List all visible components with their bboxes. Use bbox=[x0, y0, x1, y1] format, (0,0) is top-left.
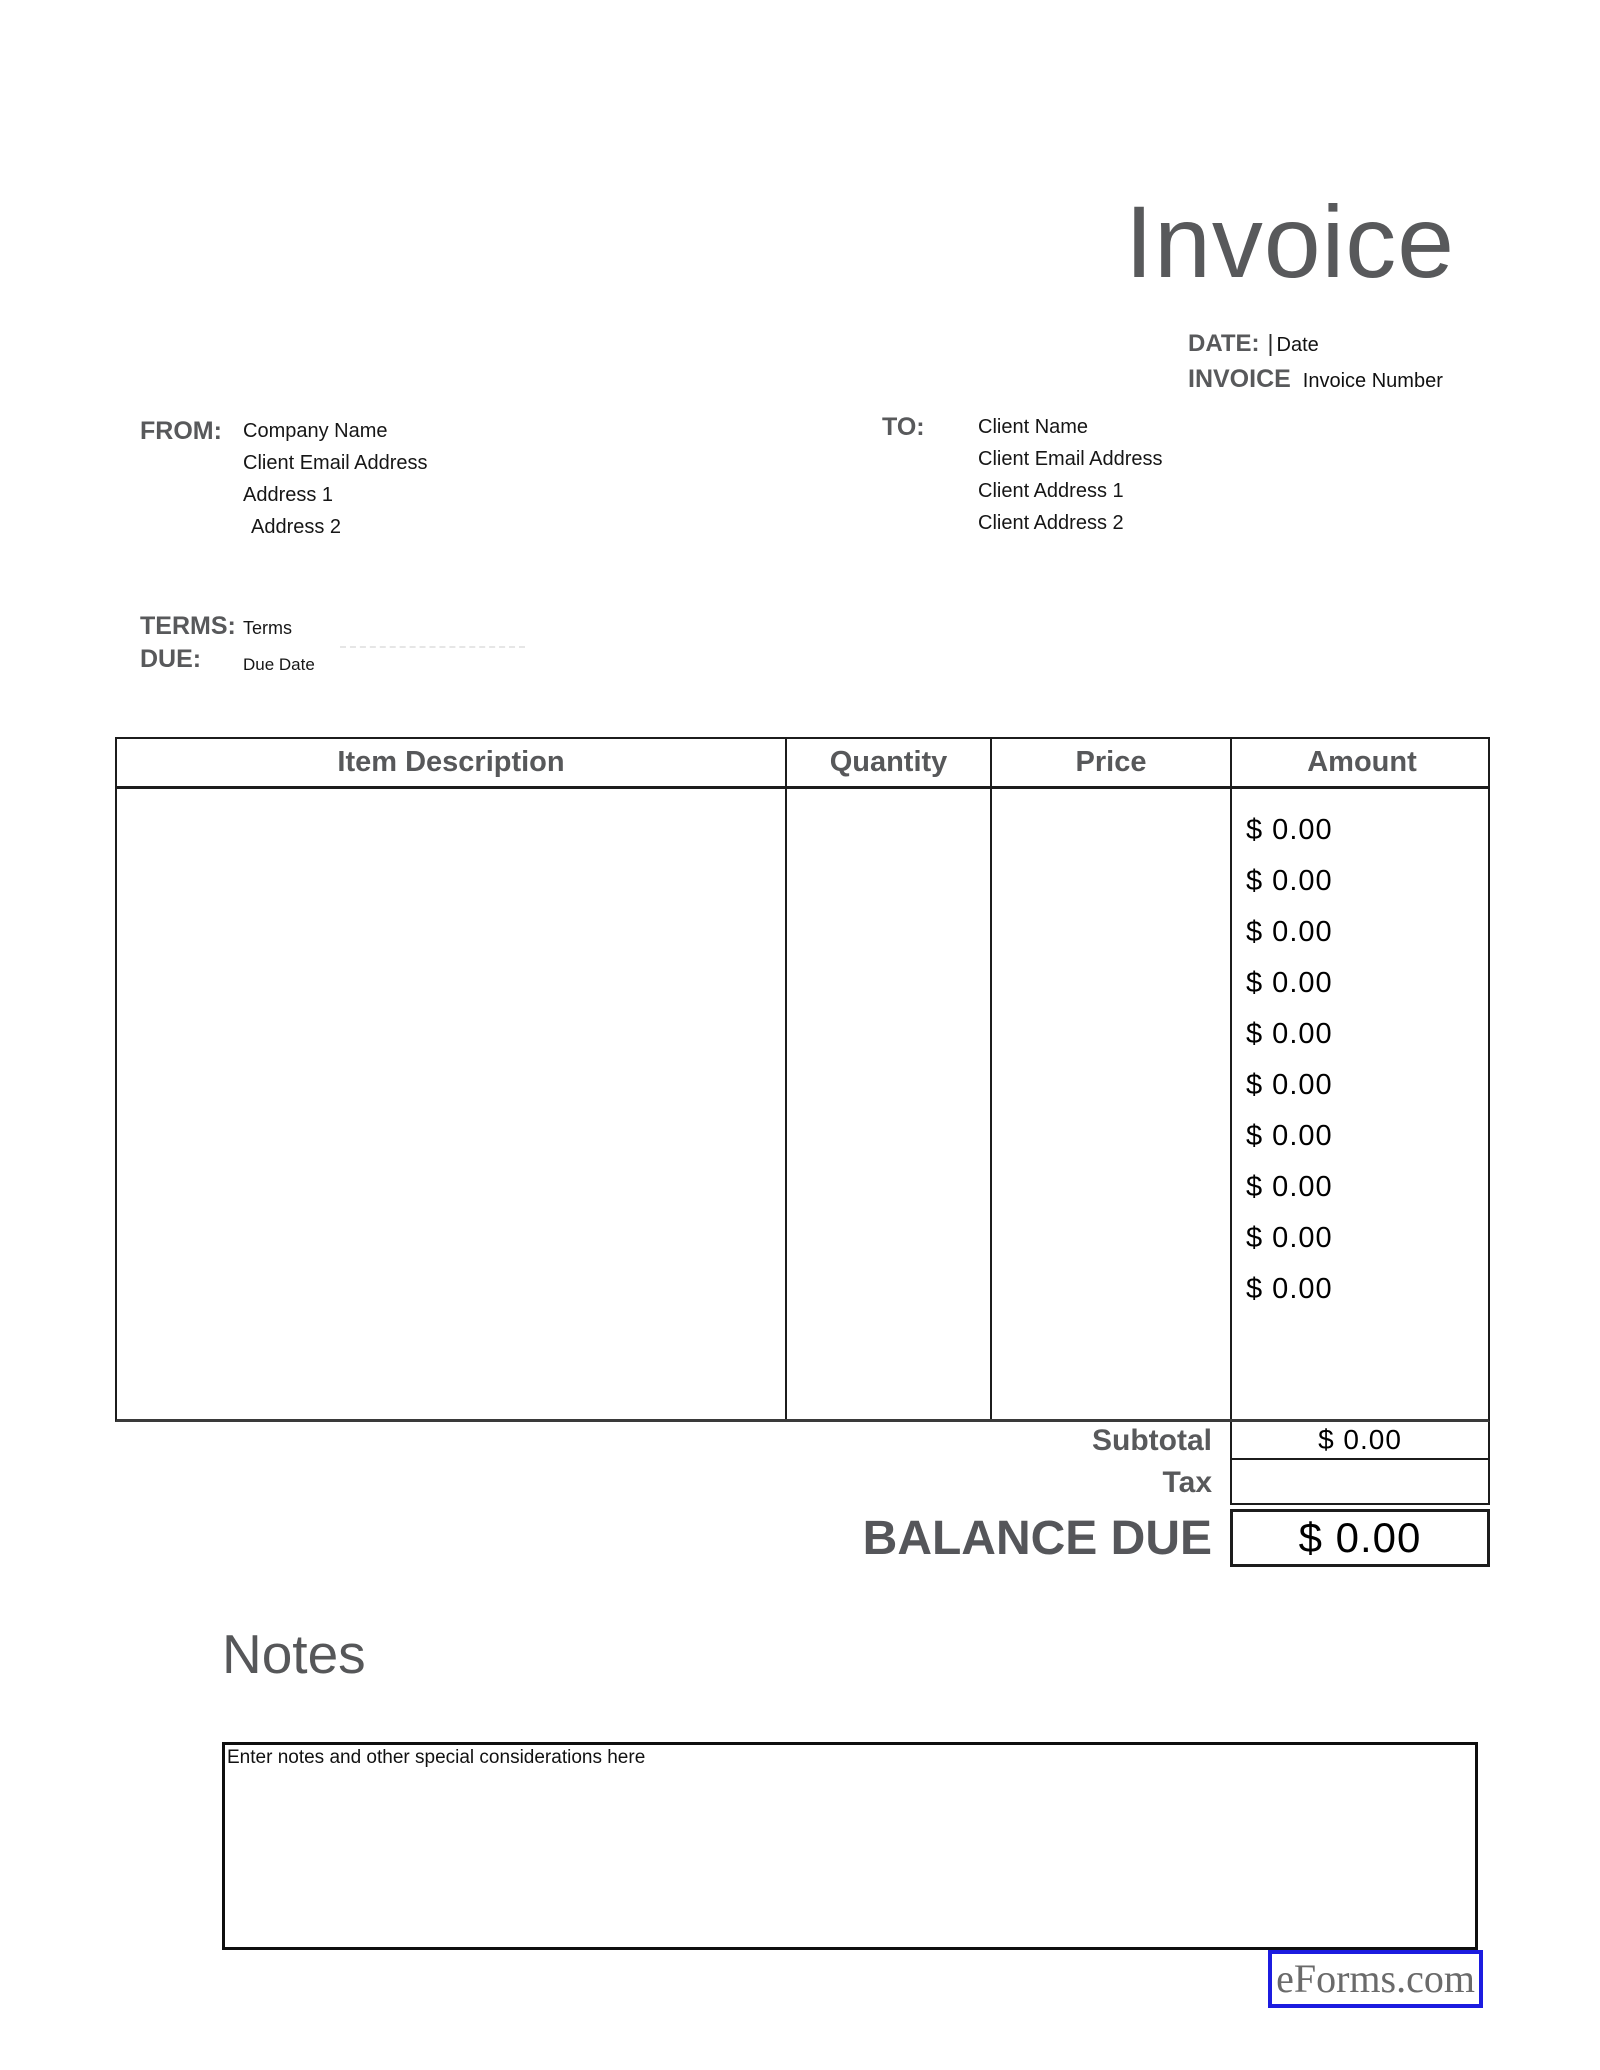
amount-cell: $ 0.00 bbox=[1246, 916, 1333, 948]
balance-due-box bbox=[1230, 1509, 1490, 1567]
terms-due-block bbox=[140, 610, 315, 676]
text-cursor: | bbox=[1267, 330, 1274, 356]
page-title: Invoice bbox=[1124, 185, 1455, 299]
amount-cell: $ 0.00 bbox=[1246, 814, 1333, 846]
to-fields bbox=[978, 411, 1163, 539]
amount-cell: $ 0.00 bbox=[1246, 1222, 1333, 1254]
balance-due-label: BALANCE DUE bbox=[862, 1511, 1212, 1565]
invoice-meta bbox=[1188, 330, 1443, 401]
header-quantity: Quantity bbox=[787, 739, 992, 786]
due-row bbox=[140, 643, 315, 676]
terms-row bbox=[140, 610, 315, 643]
to-field[interactable]: Client Email Address bbox=[978, 448, 1163, 470]
date-label: DATE: bbox=[1188, 330, 1260, 357]
date-row bbox=[1188, 330, 1443, 358]
amount-cell: $ 0.00 bbox=[1246, 967, 1333, 999]
date-field[interactable]: Date bbox=[1276, 334, 1319, 356]
line-items-table bbox=[115, 737, 1490, 1422]
faint-dashed-line bbox=[340, 646, 525, 648]
invoice-number-label: INVOICE bbox=[1188, 365, 1291, 393]
invoice-number-row bbox=[1188, 365, 1443, 394]
header-amount: Amount bbox=[1307, 746, 1417, 778]
tax-label: Tax bbox=[1162, 1465, 1212, 1499]
header-item-description: Item Description bbox=[117, 739, 787, 786]
balance-due-row bbox=[115, 1509, 1490, 1567]
to-field[interactable]: Client Name bbox=[978, 416, 1089, 438]
to-label: TO: bbox=[882, 413, 925, 441]
notes-heading: Notes bbox=[222, 1623, 366, 1685]
from-field[interactable]: Company Name bbox=[243, 420, 388, 442]
tax-row bbox=[115, 1460, 1490, 1505]
from-field[interactable]: Address 1 bbox=[243, 484, 334, 506]
eforms-logo-link[interactable] bbox=[1268, 1950, 1483, 2008]
terms-label: TERMS: bbox=[140, 612, 236, 640]
subtotal-value: $ 0.00 bbox=[1318, 1424, 1402, 1455]
subtotal-label: Subtotal bbox=[1092, 1424, 1212, 1457]
price-cell[interactable] bbox=[992, 789, 1232, 1419]
invoice-number-field[interactable]: Invoice Number bbox=[1302, 370, 1443, 392]
amount-cell: $ 0.00 bbox=[1246, 1069, 1333, 1101]
quantity-cell[interactable] bbox=[787, 789, 992, 1419]
notes-placeholder: Enter notes and other special considerations here bbox=[227, 1747, 646, 1768]
from-fields bbox=[243, 415, 428, 543]
subtotal-box bbox=[1230, 1422, 1490, 1460]
due-label: DUE: bbox=[140, 645, 202, 673]
amount-cell: $ 0.00 bbox=[1246, 1120, 1333, 1152]
table-body bbox=[115, 789, 1490, 1422]
subtotal-row bbox=[115, 1422, 1490, 1460]
item-description-cell[interactable] bbox=[117, 789, 787, 1419]
to-field[interactable]: Client Address 1 bbox=[978, 480, 1124, 502]
from-field[interactable]: Address 2 bbox=[251, 516, 342, 538]
amount-cell: $ 0.00 bbox=[1246, 865, 1333, 897]
from-block bbox=[140, 415, 428, 543]
amount-cell: $ 0.00 bbox=[1246, 1018, 1333, 1050]
terms-field[interactable]: Terms bbox=[243, 618, 292, 638]
from-label: FROM: bbox=[140, 417, 222, 445]
amount-cell: $ 0.00 bbox=[1246, 1273, 1333, 1305]
amount-cell: $ 0.00 bbox=[1246, 1171, 1333, 1203]
to-field[interactable]: Client Address 2 bbox=[978, 512, 1124, 534]
tax-input-box[interactable] bbox=[1230, 1460, 1490, 1505]
due-date-field[interactable]: Due Date bbox=[243, 655, 315, 674]
eforms-logo-text: eForms.com bbox=[1276, 1956, 1475, 2001]
to-block bbox=[882, 411, 1163, 539]
header-price: Price bbox=[992, 739, 1232, 786]
balance-due-value: $ 0.00 bbox=[1298, 1514, 1422, 1561]
from-field[interactable]: Client Email Address bbox=[243, 452, 428, 474]
amount-column bbox=[1232, 789, 1492, 1419]
notes-textarea[interactable] bbox=[222, 1742, 1478, 1950]
table-header-row bbox=[115, 737, 1490, 789]
